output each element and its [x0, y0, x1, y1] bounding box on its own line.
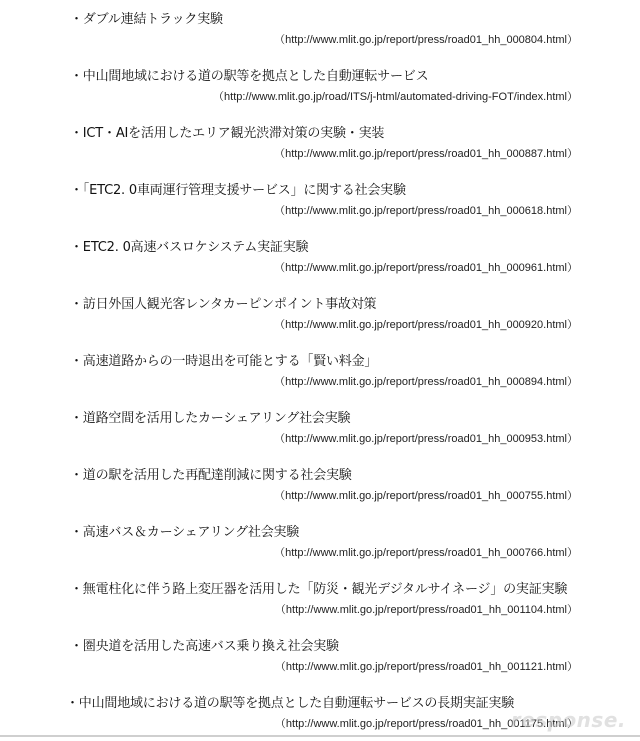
entry-url-link[interactable]: （http://www.mlit.go.jp/report/press/road01_hh_000920.html）: [274, 319, 578, 331]
entry-title: ・ダブル連結トラック実験: [70, 12, 223, 27]
entry-url: [274, 432, 578, 446]
entry-title: ・道路空間を活用したカーシェアリング社会実験: [70, 411, 351, 426]
entry-url: [213, 90, 578, 104]
entry-url-link[interactable]: （http://www.mlit.go.jp/report/press/road01_hh_001104.html）: [274, 604, 578, 616]
entry-url-link[interactable]: （http://www.mlit.go.jp/report/press/road01_hh_000755.html）: [274, 490, 578, 502]
entry-title: ・中山間地域における道の駅等を拠点とした自動運転サービス: [70, 69, 429, 84]
entry-url: [274, 261, 578, 275]
entry-url: [274, 33, 578, 47]
entry-url-link[interactable]: （http://www.mlit.go.jp/report/press/road01_hh_000894.html）: [274, 376, 578, 388]
entry-url-link[interactable]: （http://www.mlit.go.jp/report/press/road01_hh_000766.html）: [274, 547, 578, 559]
entry-url-link[interactable]: （http://www.mlit.go.jp/report/press/road01_hh_000804.html）: [274, 34, 578, 46]
entry-url: [274, 375, 578, 389]
entry-url-link[interactable]: （http://www.mlit.go.jp/report/press/road01_hh_001121.html）: [274, 661, 578, 673]
entry-title: ・無電柱化に伴う路上変圧器を活用した「防災・観光デジタルサイネージ」の実証実験: [70, 582, 568, 597]
page-bottom-divider: [0, 735, 640, 737]
watermark-logo: response.: [510, 708, 626, 732]
entry-url: [274, 546, 578, 560]
entry-url-link[interactable]: （http://www.mlit.go.jp/report/press/road01_hh_000953.html）: [274, 433, 578, 445]
entry-url-link[interactable]: （http://www.mlit.go.jp/report/press/road01_hh_000618.html）: [274, 205, 578, 217]
entry-url-link[interactable]: （http://www.mlit.go.jp/report/press/road01_hh_000961.html）: [274, 262, 578, 274]
entry-url: [274, 204, 578, 218]
entry-title: ・圏央道を活用した高速バス乗り換え社会実験: [70, 639, 339, 654]
entry-title: ・訪日外国人観光客レンタカーピンポイント事故対策: [70, 297, 377, 312]
entry-title: ・高速バス＆カーシェアリング社会実験: [70, 525, 300, 540]
entry-url: [274, 489, 578, 503]
entry-url: [274, 147, 578, 161]
entry-url-link[interactable]: （http://www.mlit.go.jp/road/ITS/j-html/automated-driving-FOT/index.html）: [213, 91, 578, 103]
entry-title: ・道の駅を活用した再配達削減に関する社会実験: [70, 468, 352, 483]
entry-title: ・ETC2. 0高速バスロケシステム実証実験: [70, 240, 309, 255]
entry-url-link[interactable]: （http://www.mlit.go.jp/report/press/road01_hh_000887.html）: [274, 148, 578, 160]
entry-title: ・中山間地域における道の駅等を拠点とした自動運転サービスの長期実証実験: [66, 696, 515, 711]
entry-title: ・高速道路からの一時退出を可能とする「賢い料金」: [70, 354, 378, 369]
entry-url: [274, 318, 578, 332]
entry-title: ・「ETC2. 0車両運行管理支援サービス」に関する社会実験: [70, 183, 406, 198]
entry-title: ・ICT・AIを活用したエリア観光渋滞対策の実験・実装: [70, 126, 385, 141]
entry-url: [275, 660, 578, 674]
entry-url-link[interactable]: （http://www.mlit.go.jp/report/press/road01_hh_001175.html）: [274, 718, 578, 730]
entry-url: [275, 603, 578, 617]
